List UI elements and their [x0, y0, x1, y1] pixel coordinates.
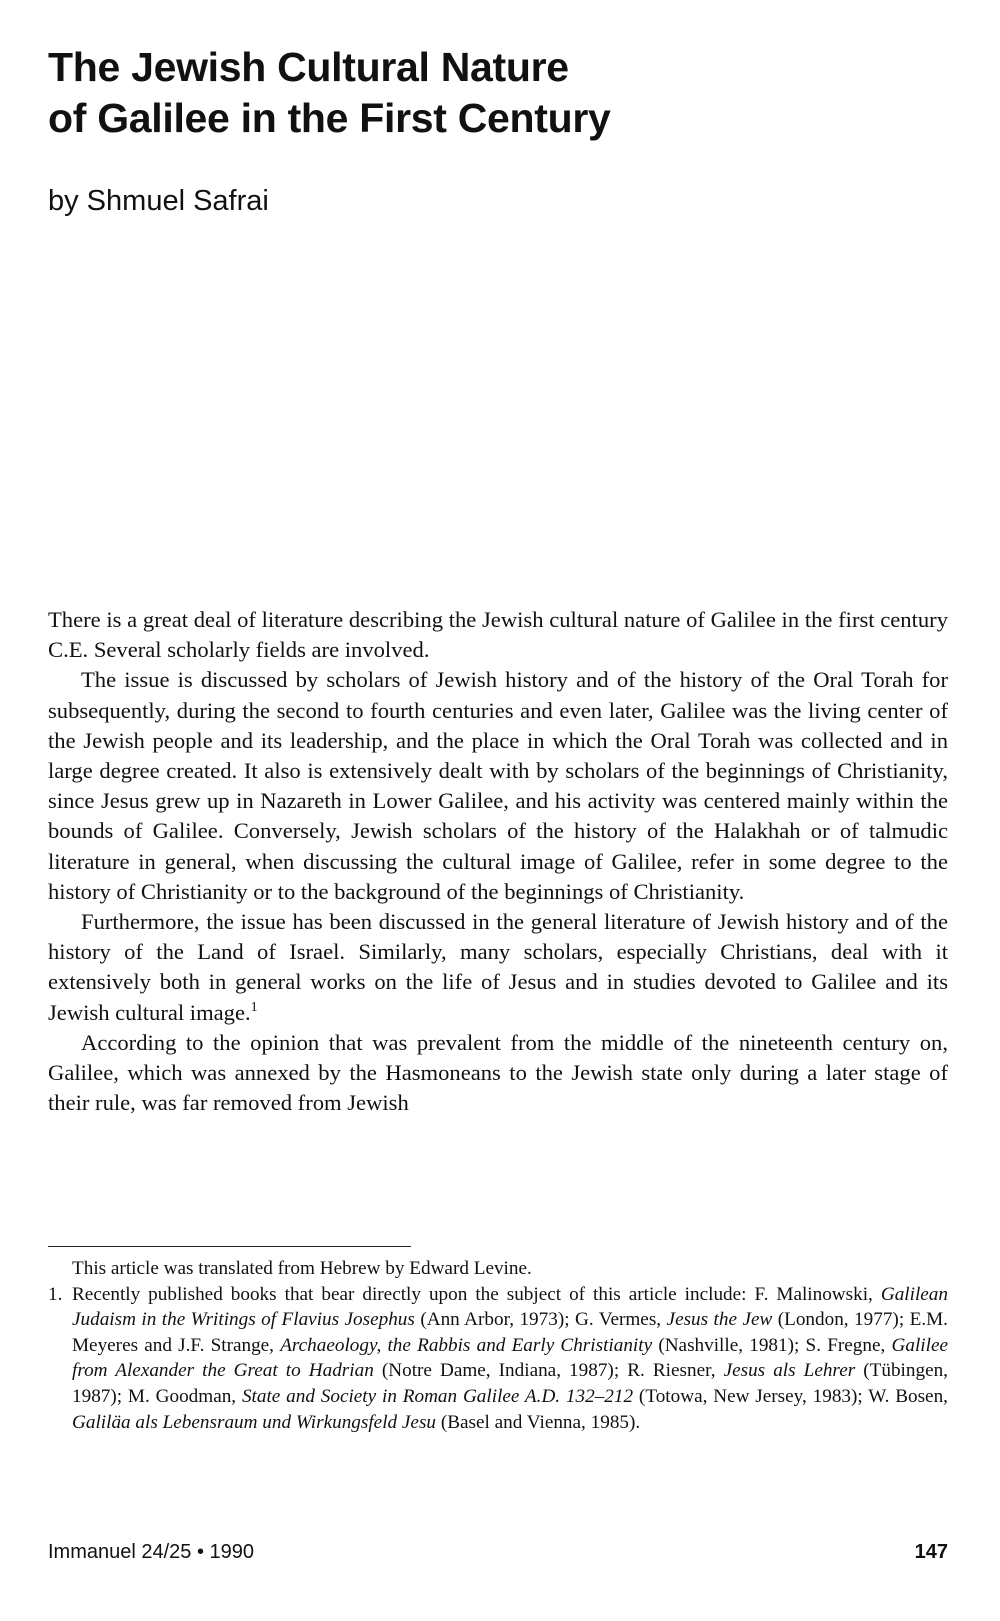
- book-title: Galilean Judaism in the Writings of Flavius Josephus: [72, 1283, 948, 1331]
- footnote-text: (Nashville, 1981); S. Fregne,: [652, 1334, 892, 1356]
- footnotes: [48, 1256, 948, 1435]
- book-title: Galilee from Alexander the Great to Hadrian: [72, 1334, 948, 1382]
- footnote-text: (London, 1977); E.M. Meyeres and J.F. Strange,: [72, 1309, 948, 1356]
- book-title: Jesus the Jew: [666, 1309, 773, 1331]
- footnote-text: (Basel and Vienna, 1985).: [436, 1411, 641, 1433]
- footnote-text: (Notre Dame, Indiana, 1987); R. Riesner,: [373, 1360, 724, 1382]
- body-paragraph-4: According to the opinion that was prevalent from the middle of the nineteenth century on, Galilee, which was annexed by the Hasmoneans to the Jewish state only during a later stage of their rule, was far removed from Jewish: [48, 1029, 948, 1116]
- body-paragraph-3-text: Furthermore, the issue has been discussed in the general literature of Jewish history and of the history of the Land of Israel. Similarly, many scholars, especially Christians, deal with it extensively both in general works on the life of Jesus and in studies devoted to Galilee and its Jewish cultural image.: [48, 909, 948, 1025]
- article-title-line-2: of Galilee in the First Century: [48, 95, 611, 141]
- article-title: [48, 42, 948, 144]
- footnote-text: (Totowa, New Jersey, 1983); W. Bosen,: [633, 1385, 948, 1407]
- book-title: Jesus als Lehrer: [723, 1360, 856, 1382]
- footnote-number: 1.: [48, 1283, 63, 1305]
- book-title: State and Society in Roman Galilee A.D. 132–212: [241, 1385, 634, 1407]
- article-byline: by Shmuel Safrai: [48, 185, 269, 217]
- footnote-1: [48, 1282, 948, 1436]
- translator-note: This article was translated from Hebrew by Edward Levine.: [72, 1258, 532, 1279]
- body-paragraph-2: The issue is discussed by scholars of Jewish history and of the history of the Oral Torah for subsequently, during the second to fourth centuries and even later, Galilee was the living center of the Jewish people and its leadership, and the place in which the Oral Torah was collected and in large degree created. It also is extensively dealt with by scholars of the beginnings of Christianity, since Jesus grew up in Nazareth in Lower Galilee, and his activity was centered mainly within the bounds of Galilee. Conversely, Jewish scholars of the history of the Halakhah or of talmudic literature in general, when discussing the cultural image of Galilee, refer in some degree to the history of Christianity or to the background of the beginnings of Christianity.: [48, 667, 948, 904]
- article-body: [48, 605, 948, 1118]
- body-paragraph-1: There is a great deal of literature describing the Jewish cultural nature of Galilee in the first century C.E. Several scholarly fields are involved.: [48, 607, 948, 663]
- page-number: 147: [914, 1541, 948, 1563]
- journal-citation: Immanuel 24/25 • 1990: [48, 1541, 255, 1563]
- page-footer: [48, 1538, 948, 1566]
- footnote-text: Recently published books that bear directly upon the subject of this article include: F. Malinowski,: [72, 1283, 881, 1305]
- footnote-text: (Ann Arbor, 1973); G. Vermes,: [414, 1309, 667, 1331]
- footnote-text: (Tübingen, 1987); M. Goodman,: [72, 1360, 948, 1407]
- footnote-reference-1[interactable]: 1: [250, 999, 258, 1015]
- book-title: Archaeology, the Rabbis and Early Christianity: [280, 1334, 653, 1356]
- body-paragraph-3: [48, 907, 948, 1028]
- article-title-line-1: The Jewish Cultural Nature: [48, 44, 569, 90]
- book-title: Galiläa als Lebensraum und Wirkungsfeld Jesu: [72, 1411, 437, 1433]
- footnote-divider: [48, 1246, 411, 1247]
